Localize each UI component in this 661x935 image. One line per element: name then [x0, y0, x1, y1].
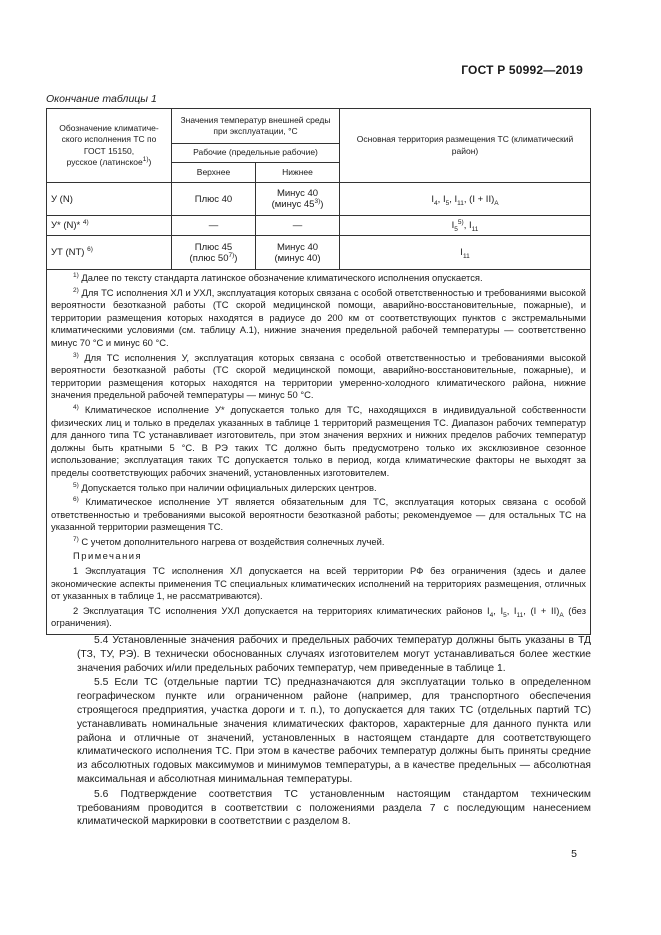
- table-row: [47, 183, 591, 216]
- cell-designation: У (N): [47, 183, 172, 216]
- cell-territory: $I_4$, $I_5$, $I_{11}$, $(I + II)_A$: [340, 183, 591, 216]
- paragraph-5-4: 5.4 Установленные значения рабочих и предельных рабочих температур должны быть указаны в ТД (ТЗ, ТУ, РЭ). В технически обоснованных случаях изготовителем могут устанавливаться более жесткие значения рабочих и/или предельных рабочих температур, чем приведенные в таблице 1.: [77, 635, 591, 674]
- body-text: [77, 634, 591, 830]
- cell-designation: У* (N)* $^{4)}$: [47, 216, 172, 236]
- header-temperatures: Значения температур внешней среды при эксплуатации, °С: [172, 109, 340, 144]
- climate-table: [46, 108, 591, 635]
- cell-designation: УТ (NT) $^{6)}$: [47, 236, 172, 270]
- footnote: $^{4)}$ Климатическое исполнение У* допускается только для ТС, находящихся в индивидуальной собственности физических лиц и только в пределах указанных в таблице 1 территорий размещения ТС. Диапазон рабочих температур для данного типа ТС устанавливает изготовитель, при этом значения верхних и нижних пределов рабочих температур должны быть кратными 5 °С. В РЭ таких ТС должно быть предусмотрено только их эксклюзивное сезонное использование; эксплуатация таких ТС допускается только в период, когда климатические факторы не выходят за пределы соответствующих рабочих значений, установленных изготовителем.: [51, 403, 586, 478]
- footnote: $^{7)}$ С учетом дополнительного нагрева от воздействия солнечных лучей.: [73, 535, 385, 547]
- header-working: Рабочие (предельные рабочие): [172, 144, 340, 163]
- paragraph-5-6: 5.6 Подтверждение соответствия ТС установленным настоящим стандартом техническим требованиям проводится в соответствии с положениями раздела 7 с последующим нанесением климатической маркировки в соответствии с разделом 8.: [77, 788, 591, 828]
- cell-territory: $I_5^{5)}$, $I_{11}$: [340, 216, 591, 236]
- header-designation: Обозначение климатиче-ского исполнения ТС по ГОСТ 15150, русское (латинское$^{1)}$): [47, 109, 172, 183]
- footnote: $^{6)}$ Климатическое исполнение УТ является обязательным для ТС, эксплуатация которых связана с особой ответственностью и требованиями высокой вероятности безотказной работы; рекомендуемое — для остальных ТС на указанной территории размещения ТС.: [51, 495, 587, 533]
- page-number: 5: [571, 848, 577, 860]
- header-territory: Основная территория размещения ТС (климатический район): [340, 109, 591, 183]
- document-number: ГОСТ Р 50992—2019: [461, 63, 583, 77]
- cell-upper: Плюс 40: [172, 183, 256, 216]
- cell-lower: Минус 40 (минус 40): [256, 236, 340, 270]
- cell-upper: Плюс 45 (плюс 50$^{7)}$): [172, 236, 256, 270]
- cell-territory: $I_{11}$: [340, 236, 591, 270]
- header-upper: Верхнее: [172, 163, 256, 183]
- cell-lower: Минус 40 (минус 45$^{3)}$): [256, 183, 340, 216]
- table-caption: Окончание таблицы 1: [46, 93, 157, 105]
- footnote: $^{2)}$ Для ТС исполнения ХЛ и УХЛ, эксплуатация которых связана с особой ответственностью и требованиями высокой вероятности безотказной работы (ТС скорой медицинской помощи, аварийно-восстановительные, пожарные), и территории размещения которых находятся в радиусе до 200 км от соответствующих пунктов с экстремальными климатическими условиями (см. таблицу А.1), нижние значения предельной рабочей температуры — соответственно минус 70 °С и минус 60 °С.: [51, 286, 586, 348]
- note: 1 Эксплуатация ТС исполнения ХЛ допускается на всей территории РФ без ограничения (здесь и далее экономические аспекты применения ТС специальных климатических исполнений на территориях размещения, отличных от указанных в таблице 1, не рассматриваются).: [51, 565, 586, 602]
- footnote: $^{1)}$ Далее по тексту стандарта латинское обозначение климатического исполнения опускается.: [73, 271, 483, 283]
- cell-lower: —: [256, 216, 340, 236]
- note: 2 Эксплуатация ТС исполнения УХЛ допускается на территориях климатических районов $I_4$, $I_5$, $I_{11}$, $(I + II)_А$ (без ограничения).: [51, 604, 586, 629]
- table-footnotes: [47, 270, 591, 635]
- footnote: $^{3)}$ Для ТС исполнения У, эксплуатация которых связана с особой ответственностью и требованиями высокой вероятности безотказной работы (ТС скорой медицинской помощи, аварийно-восстановительные, пожарные), и территории размещения которых находятся на территории умеренно-холодного климатического района, нижние значения предельной рабочей температуры — минус 50 °С.: [51, 351, 586, 401]
- table-row: [47, 216, 591, 236]
- paragraph-5-5: 5.5 Если ТС (отдельные партии ТС) предназначаются для эксплуатации только в определенном географическом пункте или ограниченном районе (например, для транспортного обеспечения строящегося предприятия, участка дороги и т. п.), то допускается для таких ТС (отдельных партий ТС) устанавливать номинальные значения климатических факторов, характерные для данного пункта или района и отличные от значений, установленных в настоящем стандарте для соответствующего климатического исполнения ТС. При этом в качестве рабочих температур должны быть приняты средние из абсолютных годовых максимумов и минимумов температуры, а в качестве предельных — абсолютная максимальная и абсолютная минимальная температуры.: [77, 677, 591, 785]
- cell-upper: —: [172, 216, 256, 236]
- table-row: [47, 236, 591, 270]
- header-lower: Нижнее: [256, 163, 340, 183]
- footnote: $^{5)}$ Допускается только при наличии официальных дилерских центров.: [73, 481, 377, 493]
- notes-title: Примечания: [73, 550, 143, 562]
